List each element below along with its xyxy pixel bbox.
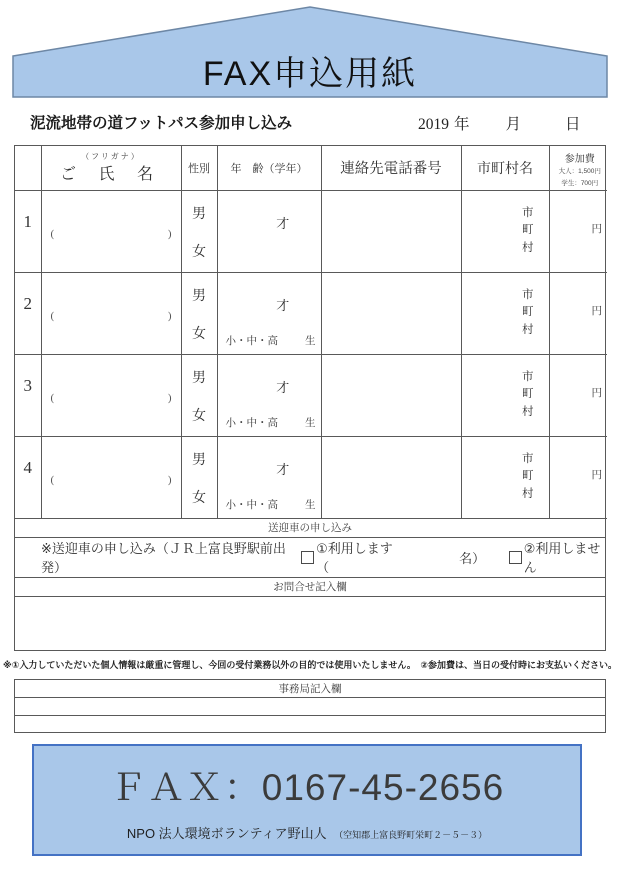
checkbox-no-shuttle[interactable]	[509, 551, 522, 564]
row-number: 1	[15, 190, 41, 272]
fee-label: 参加費	[564, 154, 595, 165]
header-row-number	[15, 146, 41, 190]
town-label: 町	[522, 470, 534, 483]
gender-female-option[interactable]: 女	[192, 407, 206, 423]
gender-female-option[interactable]: 女	[192, 243, 206, 259]
header-age: 年 齢（学年）	[217, 146, 321, 190]
city-label: 市	[522, 207, 534, 220]
inquiry-input-area[interactable]	[15, 597, 605, 650]
name-field[interactable]	[41, 190, 181, 272]
phone-field[interactable]	[321, 272, 461, 354]
age-unit-label: 才	[276, 379, 290, 395]
fee-field[interactable]	[549, 272, 607, 354]
fee-field[interactable]	[549, 190, 607, 272]
gender-male-option[interactable]: 男	[192, 369, 206, 385]
table-header-row	[15, 146, 607, 190]
participant-row-2	[15, 272, 607, 354]
day-label: 日	[565, 116, 581, 133]
gender-field[interactable]	[181, 436, 217, 518]
shuttle-options-row	[15, 538, 605, 578]
yen-label: 円	[591, 304, 602, 317]
year-label: 年	[454, 116, 470, 133]
grade-suffix: 生	[305, 498, 316, 511]
shuttle-option2-label: ②利用しません	[523, 541, 601, 575]
municipality-field[interactable]	[461, 354, 549, 436]
furigana-paren-close: )	[167, 391, 172, 404]
age-field[interactable]	[217, 272, 321, 354]
phone-field[interactable]	[321, 354, 461, 436]
shuttle-option1-label: ①利用します（	[316, 541, 393, 575]
banner	[12, 6, 608, 98]
participant-table	[14, 145, 606, 651]
city-label: 市	[522, 371, 534, 384]
name-label: ご 氏 名	[60, 166, 162, 184]
grade-suffix: 生	[305, 416, 316, 429]
fee-adult-price: 大人：1,500円	[558, 168, 601, 175]
village-label: 村	[522, 487, 534, 500]
month-label: 月	[505, 116, 522, 133]
organization-address: （空知郡上富良野町栄町２－５－３）	[334, 830, 488, 840]
organization-name: NPO 法人環境ボランティア野山人	[126, 826, 327, 841]
municipality-field[interactable]	[461, 272, 549, 354]
village-label: 村	[522, 323, 534, 336]
phone-field[interactable]	[321, 436, 461, 518]
shuttle-option1-suffix: 名）	[459, 550, 486, 566]
village-label: 村	[522, 241, 534, 254]
age-unit-label: 才	[276, 297, 290, 313]
age-field[interactable]	[217, 354, 321, 436]
header-fee	[549, 146, 607, 190]
participant-row-4	[15, 436, 607, 518]
shuttle-section-title: 送迎車の申し込み	[15, 519, 605, 538]
gender-field[interactable]	[181, 190, 217, 272]
fee-field[interactable]	[549, 436, 607, 518]
gender-field[interactable]	[181, 272, 217, 354]
town-label: 町	[522, 388, 534, 401]
furigana-paren-open: (	[50, 473, 55, 486]
privacy-note: ※①入力していただいた個人情報は厳重に管理し、今回の受付業務以外の目的では使用いたしません。 ②参加費は、当日の受付時にお支払いください。	[2, 660, 618, 670]
event-title: 泥流地帯の道フットパス参加申し込み	[30, 115, 293, 132]
row-number: 4	[15, 436, 41, 518]
yen-label: 円	[591, 468, 602, 481]
year-value: 2019	[418, 116, 449, 133]
grade-options: 小・中・高	[225, 334, 278, 347]
furigana-paren-open: (	[50, 227, 55, 240]
yen-label: 円	[591, 386, 602, 399]
grade-options: 小・中・高	[225, 498, 278, 511]
header-municipality: 市町村名	[461, 146, 549, 190]
office-row-2[interactable]	[15, 715, 605, 732]
age-field[interactable]	[217, 190, 321, 272]
gender-female-option[interactable]: 女	[192, 325, 206, 341]
gender-field[interactable]	[181, 354, 217, 436]
fax-number: ＦＡＸ：0167-45-2656	[109, 767, 505, 808]
checkbox-use-shuttle[interactable]	[301, 551, 314, 564]
village-label: 村	[522, 405, 534, 418]
row-number: 3	[15, 354, 41, 436]
gender-female-option[interactable]: 女	[192, 489, 206, 505]
municipality-field[interactable]	[461, 436, 549, 518]
header-gender: 性別	[181, 146, 217, 190]
office-row-1[interactable]	[15, 698, 605, 715]
grade-suffix: 生	[305, 334, 316, 347]
gender-male-option[interactable]: 男	[192, 205, 206, 221]
furigana-paren-open: (	[50, 391, 55, 404]
gender-male-option[interactable]: 男	[192, 451, 206, 467]
city-label: 市	[522, 289, 534, 302]
name-field[interactable]	[41, 436, 181, 518]
office-use-table	[14, 679, 606, 733]
age-field[interactable]	[217, 436, 321, 518]
gender-male-option[interactable]: 男	[192, 287, 206, 303]
header-name	[41, 146, 181, 190]
shuttle-label: ※送迎車の申し込み（ＪＲ上富良野駅前出発）	[41, 541, 286, 575]
organization-row	[34, 823, 580, 843]
name-field[interactable]	[41, 354, 181, 436]
header-phone: 連絡先電話番号	[321, 146, 461, 190]
municipality-field[interactable]	[461, 190, 549, 272]
city-label: 市	[522, 453, 534, 466]
furigana-paren-open: (	[50, 309, 55, 322]
inquiry-section-title: お問合せ記入欄	[15, 578, 605, 597]
office-section-title: 事務局記入欄	[15, 680, 605, 698]
fee-field[interactable]	[549, 354, 607, 436]
fee-student-price: 学生：700円	[561, 179, 599, 187]
footer-banner	[32, 744, 582, 856]
phone-field[interactable]	[321, 190, 461, 272]
town-label: 町	[522, 306, 534, 319]
furigana-label: （フリガナ）	[81, 152, 141, 162]
participant-row-3	[15, 354, 607, 436]
name-field[interactable]	[41, 272, 181, 354]
row-number: 2	[15, 272, 41, 354]
participant-row-1	[15, 190, 607, 272]
furigana-paren-close: )	[167, 227, 172, 240]
age-unit-label: 才	[276, 461, 290, 477]
yen-label: 円	[591, 222, 602, 235]
furigana-paren-close: )	[167, 309, 172, 322]
form-title: FAX申込用紙	[202, 55, 418, 93]
date-fields[interactable]	[418, 112, 581, 134]
age-unit-label: 才	[276, 215, 290, 231]
grade-options: 小・中・高	[225, 416, 278, 429]
town-label: 町	[522, 224, 534, 237]
furigana-paren-close: )	[167, 473, 172, 486]
